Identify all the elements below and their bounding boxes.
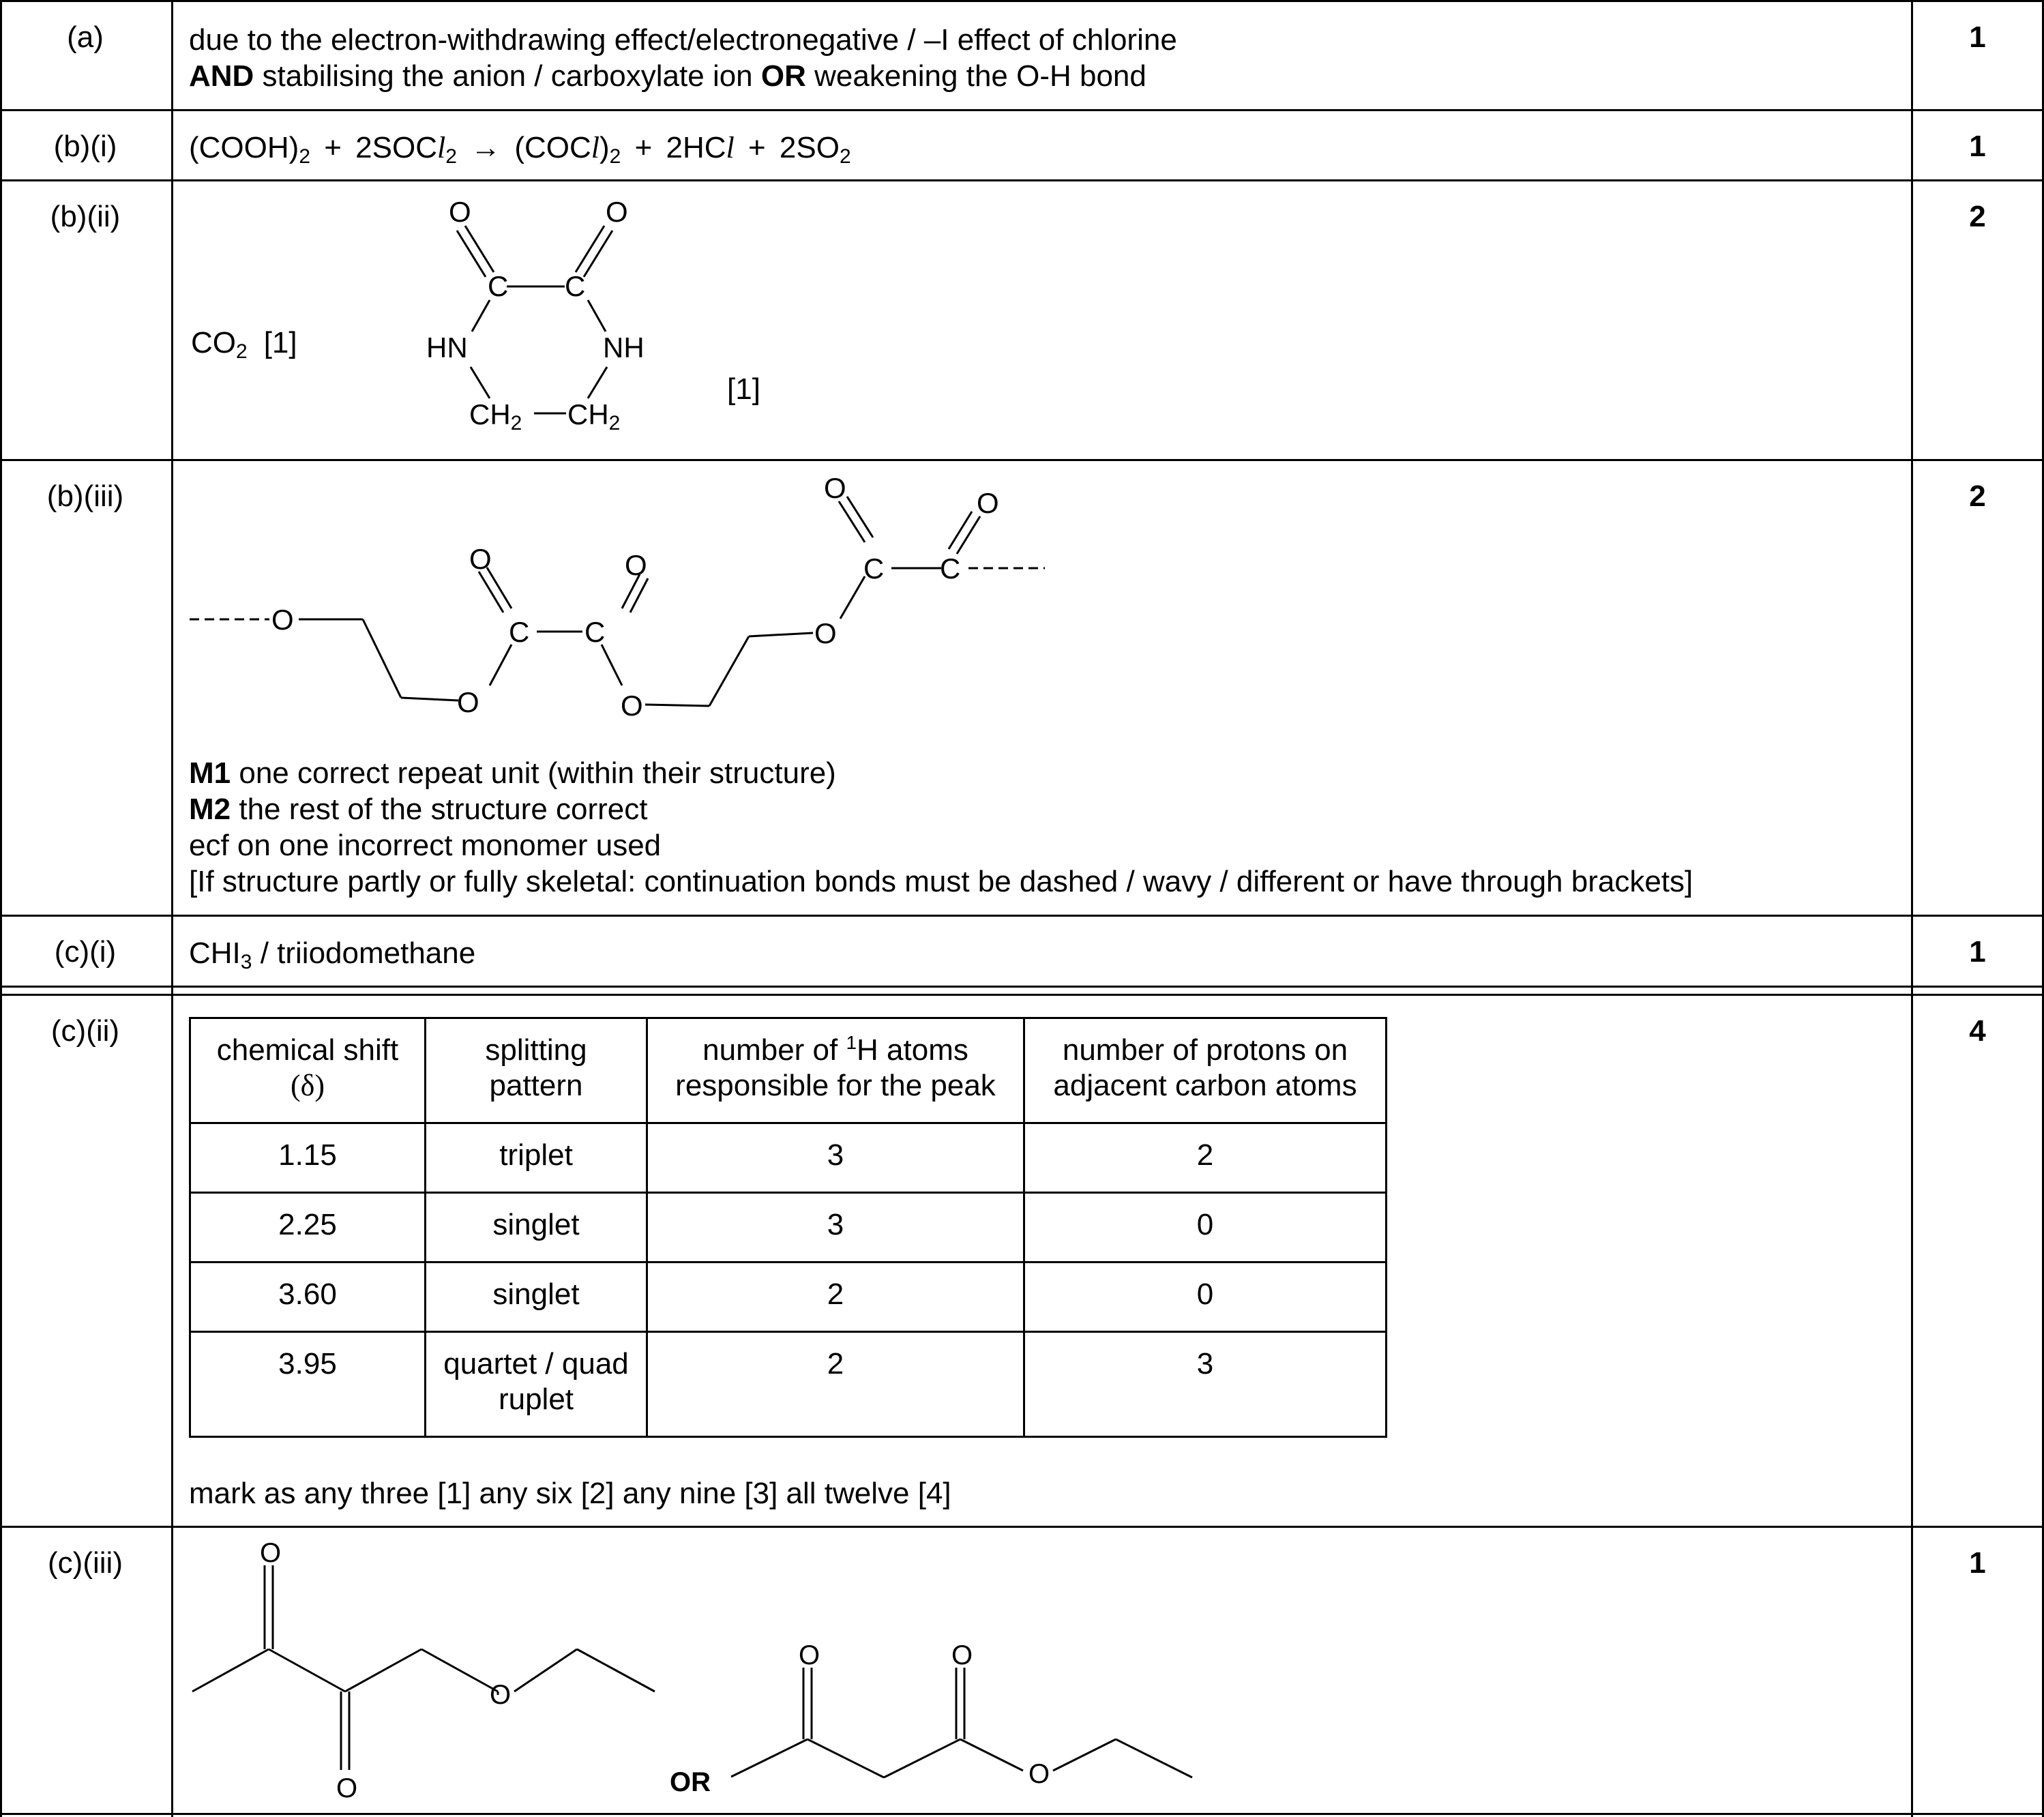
answer-c-i bbox=[189, 935, 475, 971]
eq-part: + 2HC bbox=[621, 131, 726, 164]
row-divider bbox=[0, 994, 2044, 996]
bold-keyword: AND bbox=[189, 59, 254, 93]
nmr-table bbox=[189, 1017, 1387, 1438]
marks-value: 1 bbox=[1969, 20, 1986, 54]
question-label: (b)(iii) bbox=[46, 479, 124, 513]
row-divider bbox=[0, 915, 2044, 917]
table-border-left bbox=[0, 0, 2, 1817]
eq-sub: 2 bbox=[609, 145, 621, 168]
atom-label: O bbox=[336, 1773, 358, 1803]
note-text: one correct repeat unit (within their structure) bbox=[231, 756, 836, 790]
table-cell: triplet bbox=[426, 1123, 647, 1193]
table-cell: 3.95 bbox=[190, 1332, 426, 1437]
formula: CHI bbox=[189, 936, 241, 970]
table-header-row bbox=[190, 1018, 1387, 1123]
bold-keyword: OR bbox=[760, 59, 806, 93]
eq-sub: 2 bbox=[445, 145, 457, 168]
note-ecf: ecf on one incorrect monomer used bbox=[189, 829, 662, 862]
atom-label: O bbox=[469, 543, 492, 575]
marks-value: 1 bbox=[1969, 130, 1986, 163]
atom-label: O bbox=[824, 474, 846, 504]
polyester-structure bbox=[184, 474, 1071, 726]
co2-sub: 2 bbox=[236, 340, 248, 363]
atom-label: HN bbox=[426, 331, 468, 364]
header-cell: number of $^1$H atoms responsible for the peak bbox=[647, 1018, 1024, 1123]
co2-text: CO bbox=[191, 326, 236, 359]
question-label: (c)(ii) bbox=[50, 1014, 120, 1048]
question-label: (b)(ii) bbox=[50, 200, 121, 233]
table-cell: 3.60 bbox=[190, 1262, 426, 1332]
table-cell: 2.25 bbox=[190, 1193, 426, 1262]
bold-keyword: M2 bbox=[189, 793, 231, 826]
atom-label: OR bbox=[670, 1767, 711, 1797]
atom-label: O bbox=[625, 549, 647, 581]
answer-text: / triiodomethane bbox=[252, 936, 476, 970]
formula-sub: 3 bbox=[240, 951, 252, 973]
table-cell: 2 bbox=[647, 1332, 1024, 1437]
table-cell: 1.15 bbox=[190, 1123, 426, 1193]
eq-part: + 2SOC bbox=[310, 131, 437, 164]
table-row bbox=[190, 1193, 1387, 1262]
eq-sub: 2 bbox=[839, 145, 851, 168]
atom-label: C bbox=[509, 616, 530, 648]
marks-value: 1 bbox=[1969, 1546, 1986, 1580]
atom-label: C bbox=[488, 270, 509, 302]
atom-label: CH2 bbox=[469, 398, 522, 434]
marks-value: 1 bbox=[1969, 935, 1986, 969]
ring-mark bbox=[727, 371, 760, 407]
question-label: (a) bbox=[67, 20, 104, 54]
table-cell: 0 bbox=[1024, 1193, 1387, 1262]
answer-a-line1 bbox=[189, 22, 1177, 58]
table-cell: 3 bbox=[647, 1193, 1024, 1262]
table-row bbox=[190, 1262, 1387, 1332]
eq-part: + 2SO bbox=[734, 131, 840, 164]
atom-label: O bbox=[606, 198, 628, 228]
eq-part: l bbox=[726, 131, 735, 164]
equation-b-i bbox=[189, 130, 851, 166]
header-cell: chemical shift (δ) bbox=[190, 1018, 426, 1123]
note-text: the rest of the structure correct bbox=[231, 793, 648, 826]
table-divider-label bbox=[171, 0, 173, 1817]
table-row bbox=[190, 1332, 1387, 1437]
table-cell: singlet bbox=[426, 1193, 647, 1262]
atom-label: O bbox=[814, 617, 837, 649]
eq-part: l bbox=[436, 131, 446, 164]
answer-a-line2 bbox=[189, 58, 1146, 94]
answer-text: stabilising the anion / carboxylate ion bbox=[254, 59, 761, 93]
row-divider bbox=[0, 459, 2044, 461]
atom-label: O bbox=[799, 1640, 820, 1670]
b-iii-notes bbox=[189, 755, 1693, 900]
co2-answer bbox=[191, 325, 297, 361]
atom-label: C bbox=[940, 552, 961, 585]
c-ii-note: mark as any three [1] any six [2] any nine [3] all twelve [4] bbox=[189, 1477, 951, 1510]
eq-part: ) bbox=[599, 131, 610, 164]
row-divider bbox=[0, 1526, 2044, 1528]
marks-value: 2 bbox=[1969, 479, 1986, 513]
atom-label: O bbox=[260, 1538, 282, 1568]
row-divider bbox=[0, 109, 2044, 111]
note-m1 bbox=[189, 755, 1693, 791]
atom-label: O bbox=[449, 198, 471, 228]
question-label: (b)(i) bbox=[53, 130, 117, 163]
header-cell: splitting pattern bbox=[426, 1018, 647, 1123]
row-divider bbox=[0, 986, 2044, 988]
atom-label: O bbox=[457, 686, 479, 718]
table-cell: 2 bbox=[1024, 1123, 1387, 1193]
eq-sub: 2 bbox=[299, 145, 310, 168]
header-cell: number of protons on adjacent carbon atoms bbox=[1024, 1018, 1387, 1123]
eq-part: (COOH) bbox=[189, 131, 299, 164]
atom-label: O bbox=[271, 604, 294, 636]
table-cell: 3 bbox=[1024, 1332, 1387, 1437]
piperazinedione-structure bbox=[409, 198, 696, 450]
table-cell: 3 bbox=[647, 1123, 1024, 1193]
table-row bbox=[190, 1123, 1387, 1193]
atom-label: O bbox=[621, 690, 643, 722]
atom-label: O bbox=[490, 1680, 512, 1710]
marks-value: 4 bbox=[1969, 1014, 1986, 1048]
row-divider bbox=[0, 1813, 2044, 1815]
note-m2 bbox=[189, 791, 1693, 827]
note-skeletal: [If structure partly or fully skeletal: continuation bonds must be dashed / wavy / different or have through brackets] bbox=[189, 865, 1693, 898]
atom-label: O bbox=[1028, 1759, 1050, 1789]
atom-label: O bbox=[977, 487, 999, 519]
mark-bracket: [1] bbox=[727, 372, 760, 406]
table-cell: quartet / quad ruplet bbox=[426, 1332, 647, 1437]
atom-label: NH bbox=[603, 331, 645, 364]
question-label: (c)(i) bbox=[54, 935, 117, 969]
atom-label: C bbox=[565, 270, 586, 302]
eq-part: l bbox=[591, 131, 600, 164]
table-cell: singlet bbox=[426, 1262, 647, 1332]
question-label: (c)(iii) bbox=[48, 1546, 123, 1580]
table-divider-marks bbox=[1911, 0, 1913, 1817]
eq-part: → (COC bbox=[456, 131, 591, 164]
atom-label: C bbox=[863, 552, 885, 585]
atom-label: O bbox=[951, 1640, 973, 1670]
table-cell: 0 bbox=[1024, 1262, 1387, 1332]
marks-value: 2 bbox=[1969, 200, 1986, 233]
answer-text: due to the electron-withdrawing effect/electronegative / –I effect of chlorine bbox=[189, 23, 1177, 57]
bold-keyword: M1 bbox=[189, 756, 231, 790]
atom-label: C bbox=[584, 616, 606, 648]
mark-bracket: [1] bbox=[263, 326, 297, 359]
row-divider bbox=[0, 179, 2044, 181]
c-iii-structures bbox=[177, 1535, 1214, 1811]
row-divider bbox=[0, 0, 2044, 2]
table-cell: 2 bbox=[647, 1262, 1024, 1332]
answer-text: weakening the O-H bond bbox=[805, 59, 1146, 93]
atom-label: CH2 bbox=[567, 398, 621, 434]
